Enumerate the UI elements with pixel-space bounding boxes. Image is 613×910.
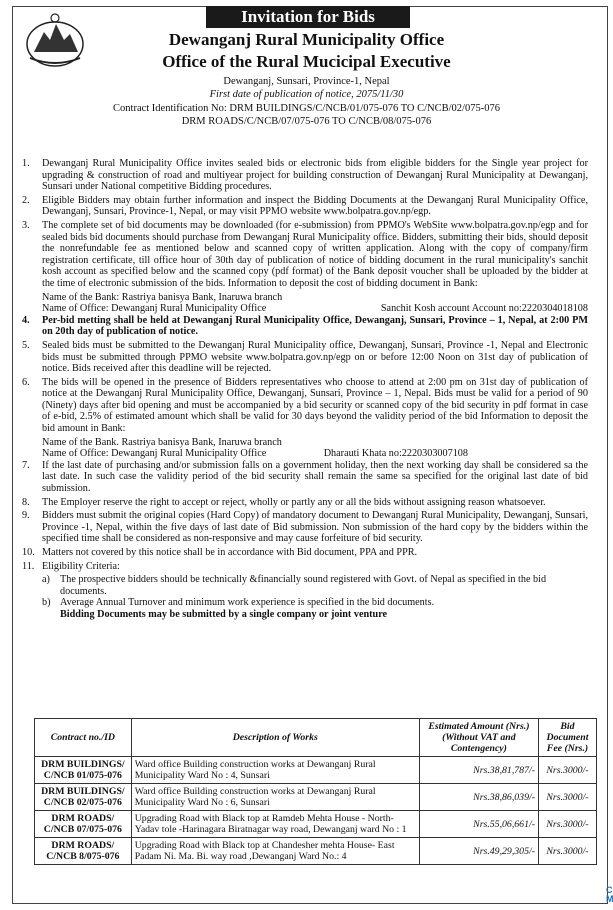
estimated-amount: Nrs.55,06,661/- <box>419 811 538 838</box>
bank2-office-line <box>42 448 588 460</box>
bank1-account: Sanchit Kosh account Account no:2220304018108 <box>380 303 588 315</box>
item-text: Per-bid metting shall be held at Dewanganj Rural Municipality Office, Dewanganj, Sunsari, Province – 1, Nepal, at 2:00 PM on 20th day of publication of notice. <box>42 314 588 338</box>
corner-mark <box>606 886 613 904</box>
col-description: Description of Works <box>131 719 419 757</box>
bid-fee: Nrs.3000/- <box>538 838 596 865</box>
item-number: 4. <box>22 314 30 326</box>
item-text: The Employer reserve the right to accept or reject, wholly or partly any or all the bids without assigning reason whatsoever. <box>42 496 546 508</box>
contract-id-1: Contract Identification No: DRM BUILDINGS/C/NCB/01/075-076 TO C/NCB/02/075-076 <box>113 103 500 114</box>
item-text: The complete set of bid documents may be downloaded (for e-submission) from PPMO's WebSite www.bolpatra.gov.np/egp and for sealed bids bid documents should purchase from Dewanganj Rural Municipality office. Bidders, submitting their bids, should deposit the nonrefundable fee as mentioned below and scanned copy of written application. Along with the copy of company/firm registration certificate, till office hour of 30th day of publication of notice of bidding document in the rural municipality's sanchit kosh account as specified below and the scanned copy (pdf format) of the Bank deposit voucher shall be uploaded by the bidder at the time of electronic submission of the bids. Information to deposit the cost of bidding document in Bank: <box>42 219 588 289</box>
criteria-text: The prospective bidders should be technically &financially sound registered with Govt. of Nepal as specified in the bid documents. <box>60 574 547 597</box>
bank1-office-line <box>42 303 588 315</box>
criteria-item <box>42 597 588 609</box>
bank2-office: Name of Office: Dewanganj Rural Municipality Office <box>42 448 267 460</box>
work-description: Upgrading Road with Black top at Ramdeb Mehta House - North- Yadav tole -Harinagara Biratnagar way road, Dewanganj ward No : 1 <box>131 811 419 838</box>
contract-id: DRM BUILDINGS/ C/NCB 01/075-076 <box>35 757 132 784</box>
criteria-text: Average Annual Turnover and minimum work experience is specified in the bid documents. <box>60 597 435 609</box>
list-item <box>22 315 588 338</box>
corner-letter: C <box>606 885 613 895</box>
work-description: Upgrading Road with Black top at Chandesher mehta House- East Padam Ni. Ma. Bi. way road ,Dewanganj Ward No.: 4 <box>131 838 419 865</box>
table-row <box>35 811 597 838</box>
list-item <box>22 377 588 435</box>
bid-fee: Nrs.3000/- <box>538 757 596 784</box>
item-text: Dewanganj Rural Municipality Office invites sealed bids or electronic bids from eligible bidders for the Single year project for upgrading & construction of road and multiyear project for building construction of Dewanganj Rural Municipality at Dewanganj, Sunsari under National competitive Bidding procedures. <box>42 158 588 193</box>
bank2-account: Dharauti Khata no:2220303007108 <box>323 448 468 460</box>
contract-id-2: DRM ROADS/C/NCB/07/075-076 TO C/NCB/08/075-076 <box>181 116 432 127</box>
bid-fee: Nrs.3000/- <box>538 811 596 838</box>
col-estimated-amount: Estimated Amount (Nrs.) (Without VAT and Contengency) <box>419 719 538 757</box>
item-text: Bidders must submit the original copies (Hard Copy) of mandatory document to Dewanganj Rural Municipality, Dewanganj, Sunsari, Province -1, Nepal, within the five days of last date of Bid submission. Non submission of the hard copy by the bidders within the specified time shall be considered as non-responsive and may cause forfeiture of bid security. <box>42 510 588 545</box>
item-text: Eligibility Criteria: <box>42 560 120 572</box>
item-text: If the last date of purchasing and/or submission falls on a government holiday, then the next working day shall be considered sa the last date. In such case the validity period of the bid security shall remain the same sa specified for the original last date of bid submission. <box>42 459 588 495</box>
bids-table <box>34 718 597 865</box>
item-number: 11. <box>22 560 35 572</box>
list-item <box>22 561 588 573</box>
item-number: 9. <box>22 510 30 522</box>
address: Dewanganj, Sunsari, Province-1, Nepal <box>223 76 390 87</box>
item-number: 5. <box>22 339 30 351</box>
contract-id: DRM BUILDINGS/ C/NCB 02/075-076 <box>35 784 132 811</box>
notice-body <box>22 158 588 621</box>
col-bid-fee: Bid Document Fee (Nrs.) <box>538 719 596 757</box>
item-text: Matters not covered by this notice shall be in accordance with Bid document, PPA and PPR. <box>42 547 418 558</box>
item-number: 10. <box>22 547 35 558</box>
bank2-name: Name of the Bank. Rastriya banisya Bank, Inaruwa branch <box>42 436 282 448</box>
bank1-office: Name of Office: Dewanganj Rural Municipality Office <box>42 303 267 315</box>
item-number: 3. <box>22 219 30 231</box>
table-row <box>35 838 597 865</box>
first-date: First date of publication of notice, 2075/11/30 <box>209 89 404 100</box>
office-title: Dewanganj Rural Municipality Office <box>168 30 445 49</box>
item-text: Eligible Bidders may obtain further information and inspect the Bidding Documents at the Dewanganj Rural Municipality Office, Dewanganj, Sunsari, Province-1, Nepal, or may visit PPMO website www.bolpatra.gov.np/egp. <box>42 194 588 218</box>
list-item <box>22 547 588 559</box>
bank1-name: Name of the Bank: Rastriya banisya Bank, Inaruwa branch <box>42 291 283 303</box>
corner-letter: M <box>606 894 613 904</box>
item-number: 1. <box>22 158 30 169</box>
item-number: 2. <box>22 194 30 206</box>
work-description: Ward office Building construction works at Dewanganj Rural Municipality Ward No : 6, Sunsari <box>131 784 419 811</box>
estimated-amount: Nrs.38,86,039/- <box>419 784 538 811</box>
table-header-row <box>35 719 597 757</box>
estimated-amount: Nrs.38,81,787/- <box>419 757 538 784</box>
invitation-banner: Invitation for Bids <box>206 6 410 28</box>
office-subtitle: Office of the Rural Mucicipal Executive <box>162 52 451 71</box>
list-item <box>22 340 588 375</box>
estimated-amount: Nrs.49,29,305/- <box>419 838 538 865</box>
list-item <box>22 510 588 545</box>
table-row <box>35 757 597 784</box>
list-item <box>22 460 588 495</box>
item-number: 6. <box>22 376 30 388</box>
list-item <box>22 497 588 509</box>
list-item <box>22 220 588 290</box>
criteria-number: a) <box>42 574 50 586</box>
col-contract-id: Contract no./ID <box>35 719 132 757</box>
list-item <box>22 158 588 193</box>
work-description: Ward office Building construction works at Dewanganj Rural Municipality Ward No : 4, Sunsari <box>131 757 419 784</box>
contract-id: DRM ROADS/ C/NCB 8/075-076 <box>35 838 132 865</box>
item-number: 8. <box>22 496 30 508</box>
criteria-number: b) <box>42 597 51 609</box>
contract-id: DRM ROADS/ C/NCB 07/075-076 <box>35 811 132 838</box>
item-text: Sealed bids must be submitted to the Dewanganj Rural Municipality office, Dewanganj, Sunsari, Province -1, Nepal and Electronic bids must be submitted through PPMO website www.bolpatra.gov.np/egp on or before 12:00 Noon on 31st day of publication of notice. Bids received after this deadline will be rejected. <box>42 339 588 375</box>
bidding-note: Bidding Documents may be submitted by a single company or joint venture <box>60 608 388 620</box>
item-number: 7. <box>22 459 30 471</box>
item-text: The bids will be opened in the presence of Bidders representatives who choose to attend at 2:00 pm on 31st day of publication of notice at the Dewanganj Rural Municipality Office, Dewanganj, Sunsari, Province – 1, Nepal. Bids must be valid for a period of 90 (Ninety) days after bid opening and must be accompanied by a bid security or scanned copy of the bid security in pdf format in case of e-bid, 2.5% of estimated amount which shall be valid for 30 days beyond the validity period of the bid Information to deposit the bid amount in Bank: <box>42 376 588 435</box>
bid-fee: Nrs.3000/- <box>538 784 596 811</box>
criteria-item <box>42 574 588 597</box>
list-item <box>22 195 588 218</box>
table-row <box>35 784 597 811</box>
